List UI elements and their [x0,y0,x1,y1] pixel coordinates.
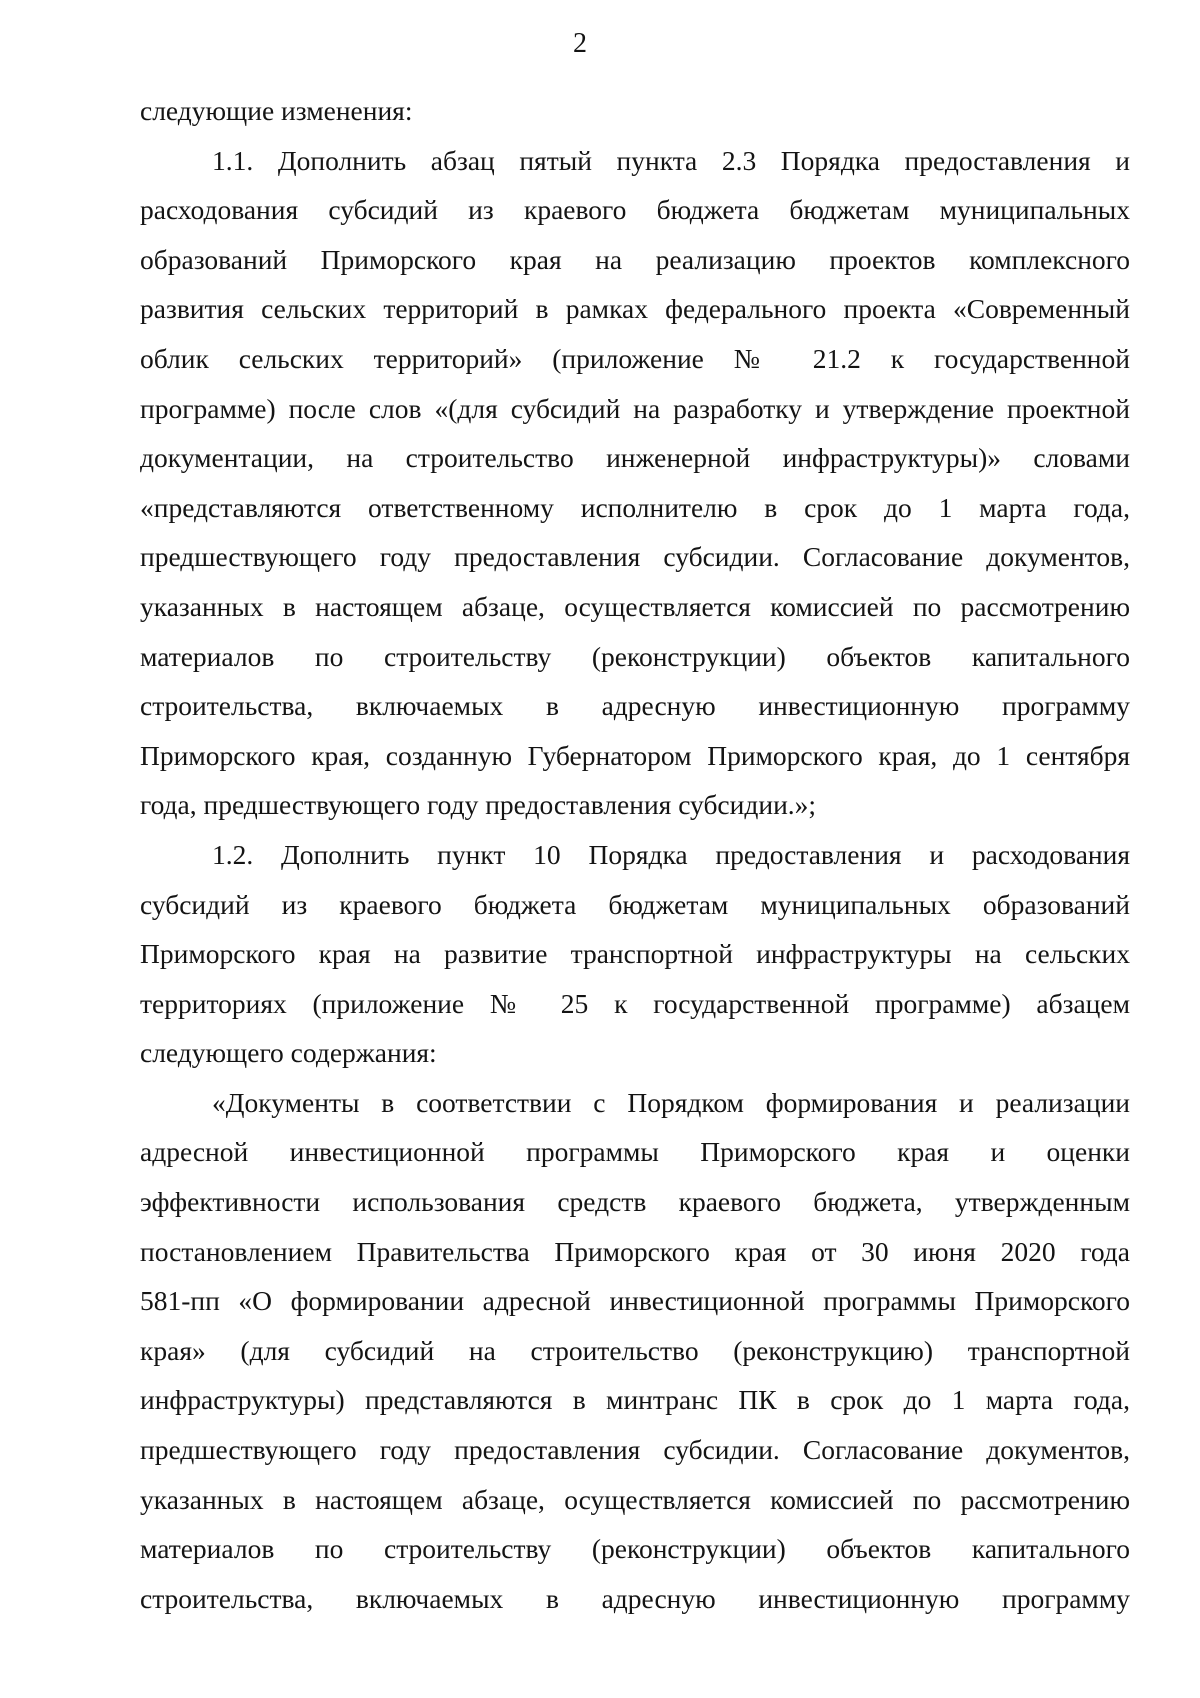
paragraph [140,86,1130,136]
text-line: инфраструктуры) представляются в минтранс ПК в срок до 1 марта года, [140,1384,1130,1416]
text-line: развития сельских территорий в рамках федерального проекта «Современный [140,293,1130,325]
text-line: материалов по строительству (реконструкции) объектов капитального [140,1533,1130,1565]
text-line: строительства, включаемых в адресную инвестиционную программу [140,690,1130,722]
text-line: документации, на строительство инженерной инфраструктуры)» словами [140,442,1130,474]
text-line: адресной инвестиционной программы Приморского края и оценки [140,1136,1130,1168]
text-line: субсидий из краевого бюджета бюджетам муниципальных образований [140,888,1130,920]
text-line: строительства, включаемых в адресную инвестиционную программу [140,1582,1130,1614]
text-line: указанных в настоящем абзаце, осуществляется комиссией по рассмотрению [140,590,1130,622]
text-line: «представляются ответственному исполнителю в срок до 1 марта года, [140,491,1130,523]
text-line: предшествующего году предоставления субсидии. Согласование документов, [140,541,1130,573]
paragraph [140,1078,1130,1624]
text-line: предшествующего году предоставления субсидии. Согласование документов, [140,1434,1130,1466]
text-line: указанных в настоящем абзаце, осуществляется комиссией по рассмотрению [140,1483,1130,1515]
text-line: образований Приморского края на реализацию проектов комплексного [140,243,1130,275]
text-line: постановлением Правительства Приморского края от 30 июня 2020 года [140,1235,1130,1267]
paragraph [140,830,1130,1078]
text-line: следующие изменения: [140,95,413,126]
text-line: эффективности использования средств краевого бюджета, утвержденным [140,1186,1130,1218]
paragraph [140,136,1130,830]
text-line: 581-пп «О формировании адресной инвестиционной программы Приморского [140,1285,1130,1317]
text-line: 1.2. Дополнить пункт 10 Порядка предоставления и расходования [212,838,1130,870]
page-number: 2 [573,28,587,59]
text-line: следующего содержания: [140,1037,437,1069]
text-line: 1.1. Дополнить абзац пятый пункта 2.3 Порядка предоставления и [212,144,1130,176]
text-line: Приморского края на развитие транспортной инфраструктуры на сельских [140,938,1130,970]
text-line: облик сельских территорий» (приложение № 21.2 к государственной [140,342,1130,374]
text-line: «Документы в соответствии с Порядком формирования и реализации [212,1086,1130,1118]
text-line: программе) после слов «(для субсидий на разработку и утверждение проектной [140,392,1130,424]
text-line: расходования субсидий из краевого бюджета бюджетам муниципальных [140,194,1130,226]
document-body [140,86,1130,1623]
text-line: края» (для субсидий на строительство (реконструкцию) транспортной [140,1334,1130,1366]
text-line: Приморского края, созданную Губернатором Приморского края, до 1 сентября [140,739,1130,771]
text-line: территориях (приложение № 25 к государственной программе) абзацем [140,987,1130,1019]
text-line: материалов по строительству (реконструкции) объектов капитального [140,640,1130,672]
text-line: года, предшествующего году предоставления субсидии.»; [140,789,817,821]
